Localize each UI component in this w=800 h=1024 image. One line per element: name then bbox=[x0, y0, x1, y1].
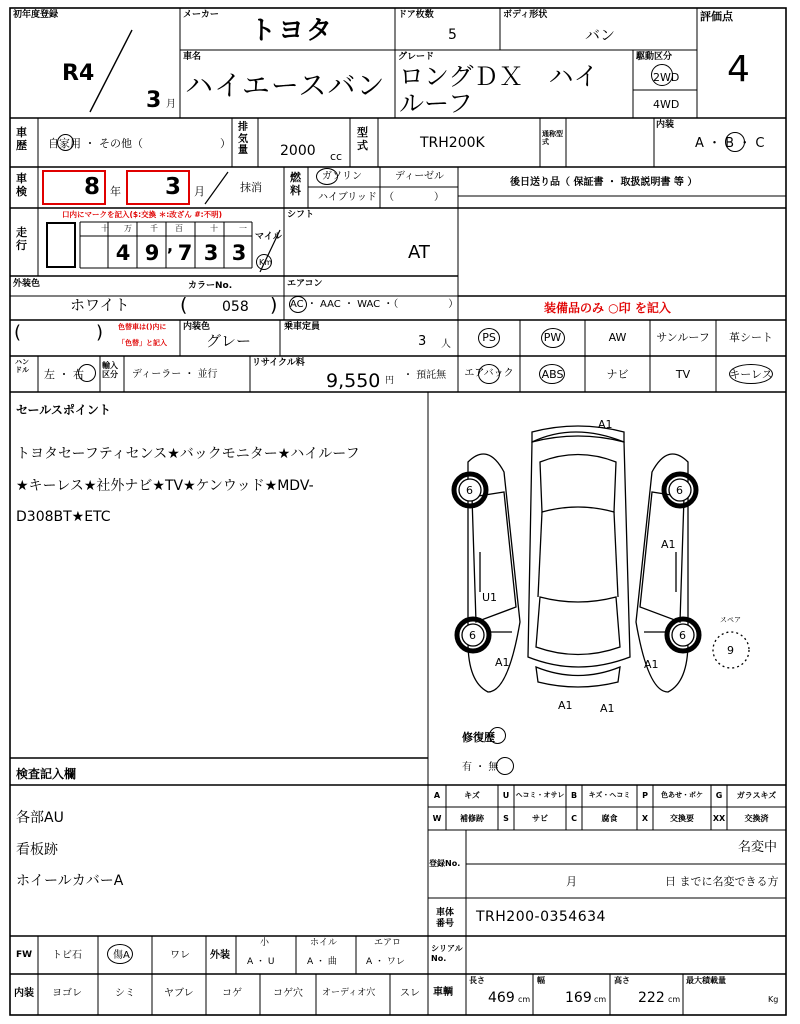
mileage-label: 走行 bbox=[16, 226, 27, 253]
sales-line: ★キーレス★社外ナビ★TV★ケンウッド★MDV- bbox=[16, 478, 314, 494]
shift-label: シフト bbox=[287, 210, 315, 220]
displacement: 2000 bbox=[280, 143, 316, 159]
damage-label: A1 bbox=[495, 656, 510, 669]
equip-aw: AW bbox=[608, 331, 627, 344]
equip-navi: ナビ bbox=[606, 368, 629, 381]
capacity: 3 bbox=[418, 334, 427, 349]
place-name: 百 bbox=[175, 224, 183, 233]
max-load-unit: Kg bbox=[768, 995, 779, 1004]
interior-color: グレー bbox=[206, 332, 252, 350]
legend-code: B bbox=[570, 791, 578, 800]
interior-label: 内装 bbox=[656, 120, 675, 130]
inspection-note: 各部AU bbox=[16, 810, 64, 826]
size-label: 車輌 bbox=[433, 987, 453, 998]
damage-label: A1 bbox=[644, 658, 659, 671]
mileage-mark-box bbox=[46, 222, 76, 268]
damage-label: 6 bbox=[469, 629, 476, 642]
car-name: ハイエースバン bbox=[185, 69, 386, 102]
reg-no-label: 登録No. bbox=[429, 859, 461, 868]
equip-ps: PS bbox=[482, 331, 496, 344]
color-no: 058 bbox=[222, 299, 249, 315]
mileage-instruction: 口内にマークを記入($:交換 ＊:改ざん #:不明) bbox=[62, 210, 223, 219]
repair-title: 修復歴 bbox=[462, 731, 495, 744]
length-unit: cm bbox=[518, 995, 531, 1004]
fw-label: FW bbox=[16, 950, 33, 960]
damage-label: 6 bbox=[466, 484, 473, 497]
color-change-note1: 色替車は()内に bbox=[118, 323, 167, 331]
equip-pw: PW bbox=[543, 331, 562, 344]
legend-text: サビ bbox=[532, 814, 548, 823]
grade-line2: ルーフ bbox=[399, 89, 473, 118]
doors: 5 bbox=[448, 27, 457, 43]
mileage-digit: 4 bbox=[115, 241, 131, 265]
mileage-digit: 3 bbox=[203, 241, 219, 265]
damage-label: 6 bbox=[679, 629, 686, 642]
fuel-diesel: ディーゼル bbox=[395, 171, 444, 182]
repair-value: 有 ・ 無 bbox=[462, 762, 499, 773]
int-item: スレ bbox=[400, 988, 420, 999]
damage-label: U1 bbox=[482, 591, 498, 604]
first-reg-year: R4 bbox=[62, 61, 95, 86]
fw-item: ワレ bbox=[170, 950, 190, 961]
damage-label: 9 bbox=[727, 644, 734, 657]
first-reg-label: 初年度登録 bbox=[13, 10, 59, 20]
legend-code: X bbox=[641, 814, 649, 823]
place-name: 千 bbox=[150, 224, 158, 233]
int-item: コゲ bbox=[222, 988, 242, 999]
height: 222 bbox=[638, 990, 665, 1006]
damage-label: A1 bbox=[598, 418, 613, 431]
handle-mark bbox=[78, 364, 96, 382]
damage-label: 6 bbox=[676, 484, 683, 497]
equip-abs-mark bbox=[539, 364, 565, 384]
repair-value-mark bbox=[496, 757, 514, 775]
recycle-unit: 円 bbox=[385, 376, 395, 386]
car-name-label: 車名 bbox=[183, 52, 202, 62]
history-label: 車歴 bbox=[16, 126, 27, 153]
equip-ps-mark bbox=[478, 328, 500, 348]
drive-2wd: 2WD bbox=[653, 71, 680, 84]
equip-abs: ABS bbox=[541, 368, 564, 381]
serial-label: シリアルNo. bbox=[431, 944, 463, 963]
displacement-label: 排気量 bbox=[238, 122, 248, 156]
drive-2wd-mark bbox=[651, 64, 673, 86]
equipment-title: 装備品のみ ○印 を記入 bbox=[544, 301, 671, 315]
legend-code: P bbox=[642, 791, 648, 800]
maker: トヨタ bbox=[250, 16, 335, 46]
car-damage-diagram bbox=[428, 392, 786, 732]
aircon: AC ・ AAC ・ WAC ・（ ） bbox=[290, 299, 459, 310]
equip-airbag: エアバック bbox=[464, 368, 514, 379]
name-change-deadline: 月 日 までに名変できる方 bbox=[566, 875, 779, 888]
handle-label: ハンドル bbox=[15, 358, 29, 374]
later-items: 後日送り品（ 保証書 ・ 取扱説明書 等 ） bbox=[510, 177, 698, 188]
unit-mile: マイル bbox=[255, 232, 282, 242]
ext-header: 小 bbox=[260, 938, 270, 948]
cc-unit: cc bbox=[330, 150, 343, 163]
inspection-notes-title: 検査記入欄 bbox=[16, 767, 77, 781]
ext-value: A ・ 曲 bbox=[307, 957, 337, 967]
equip-airbag-mark bbox=[478, 364, 500, 384]
legend-code: U bbox=[502, 791, 510, 800]
common-model-label: 通称型式 bbox=[542, 130, 563, 146]
recycle-label: リサイクル料 bbox=[252, 358, 305, 368]
chassis-number: TRH200-0354634 bbox=[476, 909, 606, 925]
name-change: 名変中 bbox=[738, 840, 778, 855]
int-item: オーディオ穴 bbox=[322, 988, 376, 998]
ext-header: エアロ bbox=[374, 938, 402, 948]
legend-text: ヘコミ・オサレ bbox=[515, 791, 565, 799]
inspection-year: 8 bbox=[84, 174, 101, 200]
legend-code: C bbox=[571, 814, 577, 823]
place-name: 一 bbox=[239, 224, 247, 233]
legend-text: 補修跡 bbox=[460, 814, 484, 823]
inspection-label: 車検 bbox=[16, 172, 27, 199]
ext-header: ホイル bbox=[310, 938, 338, 948]
handle-value: 左 ・ 右 bbox=[44, 368, 84, 381]
grade-line1: ロングＤＸ ハイ bbox=[399, 62, 599, 91]
mileage-digit: 3 bbox=[231, 241, 247, 265]
capacity-unit: 人 bbox=[441, 339, 451, 350]
month-unit-2: 月 bbox=[194, 185, 205, 198]
legend-text: 腐食 bbox=[601, 814, 618, 823]
mileage-digit: 9 bbox=[144, 241, 160, 265]
recycle-deposit: ・ 預託無 bbox=[403, 370, 447, 381]
interior-color-label: 内装色 bbox=[183, 322, 211, 332]
capacity-label: 乗車定員 bbox=[284, 322, 321, 332]
maker-label: メーカー bbox=[183, 10, 219, 20]
int-item: コゲ穴 bbox=[273, 988, 303, 999]
history-mark bbox=[57, 134, 74, 151]
sales-title: セールスポイント bbox=[16, 403, 111, 417]
fw-item: 傷A bbox=[113, 950, 130, 961]
drive-label: 駆動区分 bbox=[636, 52, 673, 62]
score: 4 bbox=[727, 49, 750, 90]
spare-label: スペア bbox=[720, 616, 741, 624]
equip-tv: TV bbox=[675, 368, 691, 381]
length-label: 長さ bbox=[469, 976, 485, 985]
equip-leather: 革シート bbox=[729, 331, 773, 344]
recycle: 9,550 bbox=[326, 370, 381, 392]
year-unit: 年 bbox=[110, 185, 121, 198]
sales-line: D308BT★ETC bbox=[16, 509, 111, 525]
unit-km-mark bbox=[256, 254, 272, 270]
doors-label: ドア枚数 bbox=[398, 10, 434, 20]
max-load-label: 最大積載量 bbox=[686, 976, 726, 985]
equip-pw-mark bbox=[541, 328, 565, 348]
month-unit: 月 bbox=[166, 99, 176, 110]
height-unit: cm bbox=[668, 995, 681, 1004]
interior-grade-mark bbox=[725, 132, 745, 152]
legend-code: G bbox=[715, 791, 723, 800]
import-value: ディーラー ・ 並行 bbox=[132, 369, 218, 380]
int-item: ヨゴレ bbox=[52, 988, 82, 999]
exterior-color-label: 外装色 bbox=[13, 279, 41, 289]
import-label: 輸入区分 bbox=[102, 361, 118, 380]
chassis-label: 車体番号 bbox=[436, 908, 455, 929]
legend-text: キズ bbox=[464, 791, 480, 800]
drive-4wd: 4WD bbox=[653, 98, 680, 111]
history-value: 自家用 ・ その他（ ） bbox=[48, 137, 231, 150]
fuel-gasoline: ガソリン bbox=[322, 171, 362, 182]
mileage-comma: , bbox=[167, 236, 174, 255]
width: 169 bbox=[565, 990, 592, 1006]
first-reg-month: 3 bbox=[146, 88, 162, 113]
legend-text: キズ・ヘコミ bbox=[588, 791, 631, 799]
color-change-note2: 「色替」と記入 bbox=[118, 339, 167, 347]
fuel-mark bbox=[316, 168, 338, 185]
ext-label: 外装 bbox=[210, 950, 230, 961]
unit-km: Km bbox=[259, 258, 273, 267]
aircon-label: エアコン bbox=[287, 279, 323, 289]
inspection-note: 看板跡 bbox=[16, 842, 58, 858]
fw-item: トビ石 bbox=[52, 950, 82, 961]
ext-value: A ・ ワレ bbox=[366, 957, 405, 967]
interior-grades: A ・ B ・ C bbox=[695, 136, 765, 151]
legend-text: 交換要 bbox=[670, 814, 694, 823]
place-name: 万 bbox=[124, 224, 132, 233]
int-label: 内装 bbox=[14, 988, 34, 999]
score-label: 評価点 bbox=[700, 10, 733, 23]
place-name: 十 bbox=[101, 224, 109, 233]
equip-keyless-mark bbox=[729, 364, 773, 384]
int-item: シミ bbox=[115, 988, 135, 999]
body-type: バン bbox=[585, 26, 616, 44]
fuel-hybrid: ハイブリッド bbox=[318, 192, 377, 203]
fuel-label: 燃料 bbox=[290, 171, 301, 198]
deregistered: 抹消 bbox=[240, 181, 262, 194]
grade-label: グレード bbox=[398, 52, 435, 62]
int-item: ヤブレ bbox=[164, 988, 194, 999]
legend-text: ガラスキズ bbox=[736, 791, 777, 800]
model-label: 型式 bbox=[357, 126, 368, 153]
damage-label: A1 bbox=[661, 538, 676, 551]
legend-code: S bbox=[503, 814, 509, 823]
exterior-color: ホワイト bbox=[70, 296, 130, 314]
height-label: 高さ bbox=[614, 976, 630, 985]
fuel-other: （ ） bbox=[384, 192, 444, 203]
mileage-digit: 7 bbox=[177, 241, 193, 265]
sales-line: トヨタセーフティセンス★バックモニター★ハイルーフ bbox=[16, 446, 360, 462]
width-unit: cm bbox=[594, 995, 607, 1004]
equip-keyless: キーレス bbox=[729, 368, 773, 381]
legend-text: 交換済 bbox=[744, 814, 769, 823]
auction-sheet: 初年度登録 R4 3 月 メーカー トヨタ ドア枚数 5 ボディ形状 バン 評価点 4 車名 ハイエースバン グレード ロングＤＸ ハイ ルーフ 駆動区分 2WD 4WD 車歴 自家用 ・ その他（ ） 排気量 2000 cc 型式 TRH200K 通称型式 内装 A ・ B ・ C 車検 8 年 3 月 抹消 燃料 ガソリン ディーゼル ハイブリッド （ ） 後日送り品（ 保証書 ・ 取扱説明書 等 ） 走行 口内にマークを記入($:交換 ＊:改ざん #:不明) 十 万 千 百 十 一 4 9 , 7 3 3 マイル Km シフト AT 外装色 ホワイト カラーNo. ( 058 ) エアコン AC ・ AAC ・ WAC ・（ ） 装備品のみ ○印 を記入 ( ) 色替車は()内に 「色替」と記入 内装色 グレー 乗車定員 3 人 PS PW AW サンルーフ 革シート エアバック ABS ナビ TV キーレス ハンドル 左 ・ 右 輸入区分 ディーラー ・ 並行 リサイクル料 9,550 円 ・ 預託無 セールスポイント トヨタセーフティセンス★バックモニター★ハイルーフ ★キーレス★社外ナビ★TV★ケンウッド★MDV- D308BT★ETC 検査記入欄 各部AU 看板跡 ホイールカバーA A1 6 6 A1 U1 6 6 A1 A1 A1 A1 9 スペア 修復歴 有 ・ 無 A キズ U ヘコミ・オサレ B キズ・ヘコミ P 色あせ・ボケ G ガラスキズ W 補修跡 S サビ C 腐食 X 交換要 XX 交換済 登録No. 名変中 月 日 までに名変できる方 車体番号 TRH200-0354634 シリアルNo. 車輌 長さ 469 cm 幅 169 cm 高さ 222 cm 最大積載量 Kg FW トビ石 傷A ワレ 外装 小 ホイル エアロ A ・ U A ・ 曲 A ・ ワレ 内装 ヨゴレ シミ ヤブレ コゲ コゲ穴 オーディオ穴 スレ bbox=[0, 0, 800, 1024]
inspection-month: 3 bbox=[165, 174, 182, 200]
color-no-label: カラーNo. bbox=[188, 281, 233, 291]
fw-mark bbox=[107, 944, 133, 964]
aircon-mark bbox=[289, 296, 307, 313]
repair-title-mark bbox=[489, 727, 506, 744]
place-name: 十 bbox=[210, 224, 218, 233]
legend-code: XX bbox=[712, 814, 726, 823]
legend-code: W bbox=[432, 814, 442, 823]
length: 469 bbox=[488, 990, 515, 1006]
body-label: ボディ形状 bbox=[503, 10, 548, 20]
damage-label: A1 bbox=[600, 702, 615, 715]
ext-value: A ・ U bbox=[247, 957, 275, 967]
inspection-note: ホイールカバーA bbox=[16, 873, 124, 889]
legend-code: A bbox=[433, 791, 441, 800]
damage-label: A1 bbox=[558, 699, 573, 712]
shift: AT bbox=[408, 242, 430, 263]
width-label: 幅 bbox=[537, 976, 545, 985]
legend-text: 色あせ・ボケ bbox=[661, 791, 703, 799]
equip-sunroof: サンルーフ bbox=[656, 331, 710, 344]
model: TRH200K bbox=[420, 135, 485, 151]
